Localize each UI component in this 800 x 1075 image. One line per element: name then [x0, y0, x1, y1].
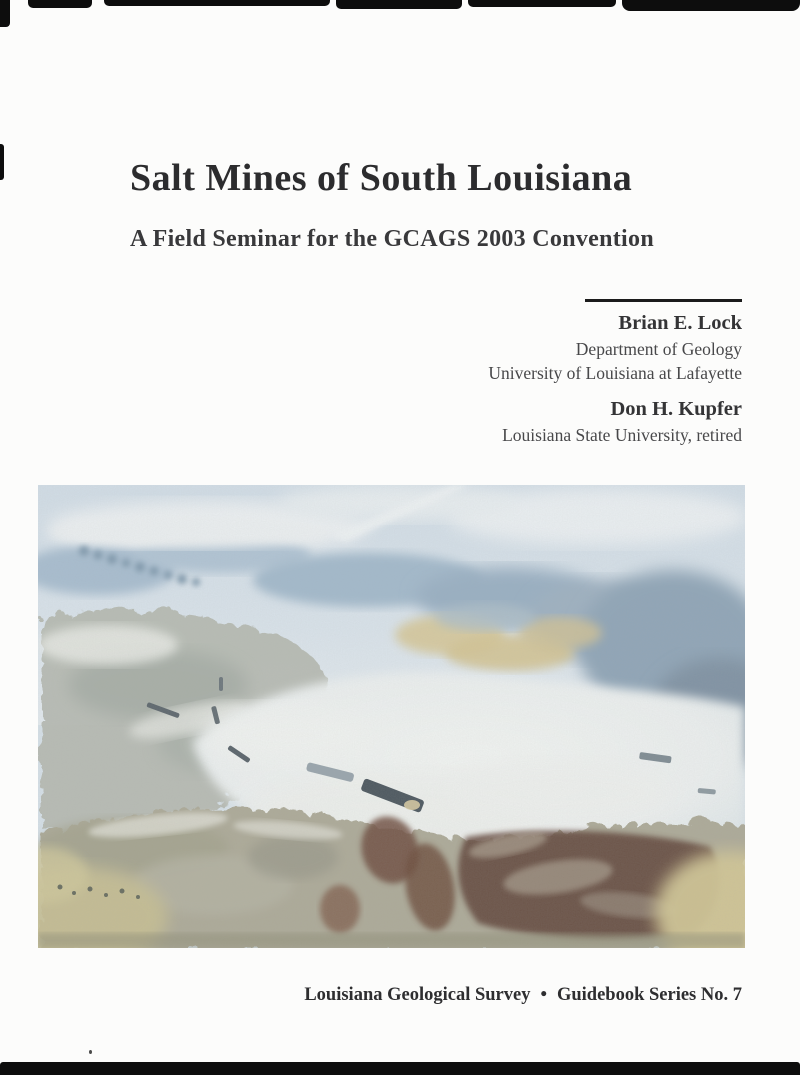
cover-photo — [38, 485, 745, 948]
scan-artifact-top-4 — [468, 0, 616, 7]
bullet-separator: • — [540, 985, 547, 1005]
author-block-spacer — [488, 385, 742, 396]
scan-artifact-bottom — [0, 1062, 800, 1075]
publisher-text: Louisiana Geological Survey — [304, 985, 531, 1005]
scan-artifact-left-edge — [0, 144, 4, 180]
scan-artifact-top-3 — [336, 0, 462, 9]
scan-artifact-top-2 — [104, 0, 330, 6]
series-text: Guidebook Series No. 7 — [556, 985, 742, 1005]
scan-artifact-top-corner — [0, 0, 10, 27]
author-rule — [585, 299, 742, 302]
scan-artifact-top-1 — [28, 0, 92, 8]
author-block — [488, 310, 742, 447]
scan-artifact-top-5 — [622, 0, 800, 11]
footer-caption — [304, 985, 742, 1006]
author-name: Brian E. Lock — [618, 312, 742, 334]
author-affiliation: University of Louisiana at Lafayette — [488, 363, 742, 383]
cover-subtitle: A Field Seminar for the GCAGS 2003 Convention — [130, 226, 654, 252]
author-affiliation: Department of Geology — [575, 339, 742, 359]
scan-speck — [89, 1050, 92, 1054]
author-name: Don H. Kupfer — [610, 398, 742, 420]
cover-title: Salt Mines of South Louisiana — [130, 157, 633, 199]
aerial-photo-illustration — [38, 485, 745, 948]
author-affiliation: Louisiana State University, retired — [502, 425, 742, 445]
